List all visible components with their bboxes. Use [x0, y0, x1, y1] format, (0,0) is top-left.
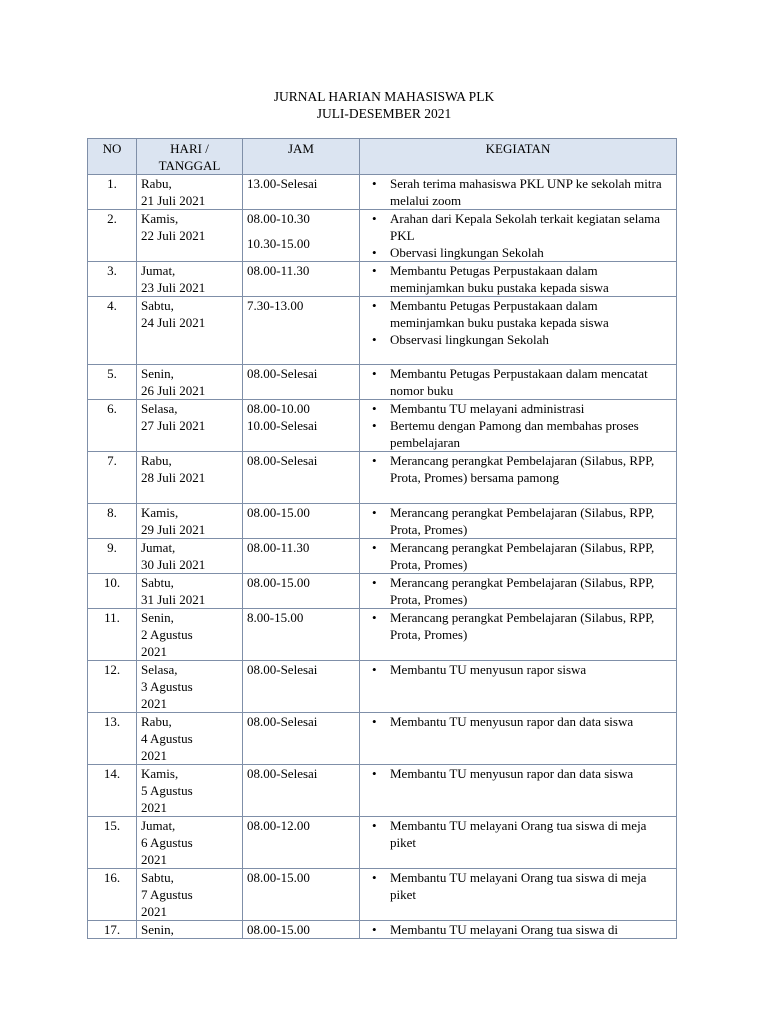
table-row	[88, 713, 677, 765]
row-jam	[243, 400, 360, 452]
document-title	[0, 88, 768, 122]
row-hari-tanggal: Rabu, 21 Juli 2021	[137, 175, 243, 210]
kegiatan-list	[364, 504, 672, 538]
kegiatan-list	[364, 175, 672, 209]
row-jam	[243, 869, 360, 921]
kegiatan-list	[364, 297, 672, 348]
row-kegiatan	[360, 817, 677, 869]
table-row	[88, 262, 677, 297]
kegiatan-list	[364, 609, 672, 643]
title-line-2: JULI-DESEMBER 2021	[316, 106, 452, 121]
row-hari-tanggal: Jumat, 6 Agustus 2021	[137, 817, 243, 869]
kegiatan-list	[364, 869, 672, 903]
kegiatan-item: • Serah terima mahasiswa PKL UNP ke sekolah mitra melalui zoom	[390, 175, 672, 209]
kegiatan-list	[364, 452, 672, 486]
jam-spacer	[247, 227, 355, 235]
row-hari-tanggal: Senin, 2 Agustus 2021	[137, 609, 243, 661]
table-row	[88, 297, 677, 365]
title-line-1: JURNAL HARIAN MAHASISWA PLK	[273, 89, 495, 104]
row-number: 9.	[88, 539, 137, 574]
table-row	[88, 504, 677, 539]
row-hari-tanggal: Sabtu, 31 Juli 2021	[137, 574, 243, 609]
jam-entry: 7.30-13.00	[247, 298, 304, 313]
row-hari-tanggal: Selasa, 27 Juli 2021	[137, 400, 243, 452]
kegiatan-list	[364, 210, 672, 261]
row-hari-tanggal: Jumat, 30 Juli 2021	[137, 539, 243, 574]
row-kegiatan	[360, 713, 677, 765]
kegiatan-item: • Membantu Petugas Perpustakaan dalam meminjamkan buku pustaka kepada siswa	[390, 262, 672, 296]
row-number: 14.	[88, 765, 137, 817]
kegiatan-item: • Membantu TU melayani administrasi	[390, 400, 672, 417]
row-hari-tanggal: Sabtu, 24 Juli 2021	[137, 297, 243, 365]
jam-entry: 08.00-Selesai	[247, 662, 318, 677]
row-kegiatan	[360, 400, 677, 452]
row-number: 10.	[88, 574, 137, 609]
kegiatan-list	[364, 539, 672, 573]
kegiatan-item: • Merancang perangkat Pembelajaran (Silabus, RPP, Prota, Promes)	[390, 539, 672, 573]
jam-entry: 10.30-15.00	[247, 236, 310, 251]
row-kegiatan	[360, 869, 677, 921]
row-number: 4.	[88, 297, 137, 365]
row-jam	[243, 504, 360, 539]
table-header-row	[88, 139, 677, 175]
kegiatan-item: • Membantu TU melayani Orang tua siswa di	[390, 921, 672, 938]
kegiatan-item: • Membantu TU melayani Orang tua siswa di meja piket	[390, 817, 672, 851]
row-kegiatan	[360, 175, 677, 210]
header-jam: JAM	[243, 139, 360, 175]
row-number: 15.	[88, 817, 137, 869]
kegiatan-item: • Membantu Petugas Perpustakaan dalam mencatat nomor buku	[390, 365, 672, 399]
jam-entry: 08.00-10.00 10.00-Selesai	[247, 401, 318, 433]
row-hari-tanggal: Kamis, 5 Agustus 2021	[137, 765, 243, 817]
row-number: 12.	[88, 661, 137, 713]
row-jam	[243, 297, 360, 365]
row-kegiatan	[360, 504, 677, 539]
kegiatan-item: • Merancang perangkat Pembelajaran (Silabus, RPP, Prota, Promes)	[390, 504, 672, 538]
row-kegiatan	[360, 262, 677, 297]
row-jam	[243, 713, 360, 765]
kegiatan-item: • Membantu Petugas Perpustakaan dalam meminjamkan buku pustaka kepada siswa	[390, 297, 672, 331]
row-jam	[243, 365, 360, 400]
jam-entry: 08.00-15.00	[247, 505, 310, 520]
row-kegiatan	[360, 574, 677, 609]
row-jam	[243, 175, 360, 210]
row-number: 16.	[88, 869, 137, 921]
kegiatan-item: • Membantu TU menyusun rapor siswa	[390, 661, 672, 678]
row-number: 6.	[88, 400, 137, 452]
row-hari-tanggal: Kamis, 22 Juli 2021	[137, 210, 243, 262]
row-hari-tanggal: Rabu, 28 Juli 2021	[137, 452, 243, 504]
row-number: 11.	[88, 609, 137, 661]
row-jam	[243, 609, 360, 661]
row-jam	[243, 262, 360, 297]
header-no: NO	[88, 139, 137, 175]
kegiatan-item: • Membantu TU menyusun rapor dan data siswa	[390, 765, 672, 782]
table-row	[88, 661, 677, 713]
kegiatan-item: • Membantu TU melayani Orang tua siswa di meja piket	[390, 869, 672, 903]
row-hari-tanggal: Kamis, 29 Juli 2021	[137, 504, 243, 539]
kegiatan-list	[364, 713, 672, 730]
kegiatan-item: • Obervasi lingkungan Sekolah	[390, 244, 672, 261]
header-kegiatan: KEGIATAN	[360, 139, 677, 175]
row-number: 2.	[88, 210, 137, 262]
jam-entry: 08.00-10.30	[247, 211, 310, 226]
row-kegiatan	[360, 452, 677, 504]
jam-entry: 08.00-Selesai	[247, 766, 318, 781]
kegiatan-list	[364, 400, 672, 451]
kegiatan-list	[364, 661, 672, 678]
row-hari-tanggal: Rabu, 4 Agustus 2021	[137, 713, 243, 765]
row-kegiatan	[360, 365, 677, 400]
row-number: 17.	[88, 921, 137, 939]
jam-entry: 13.00-Selesai	[247, 176, 318, 191]
kegiatan-list	[364, 921, 672, 938]
table-row	[88, 539, 677, 574]
journal-table	[87, 138, 677, 939]
kegiatan-list	[364, 817, 672, 851]
row-kegiatan	[360, 210, 677, 262]
table-row	[88, 609, 677, 661]
row-hari-tanggal: Senin, 26 Juli 2021	[137, 365, 243, 400]
row-kegiatan	[360, 297, 677, 365]
row-jam	[243, 210, 360, 262]
row-kegiatan	[360, 765, 677, 817]
header-hari-tanggal: HARI / TANGGAL	[137, 139, 243, 175]
table-row	[88, 921, 677, 939]
kegiatan-item: • Merancang perangkat Pembelajaran (Silabus, RPP, Prota, Promes)	[390, 609, 672, 643]
row-kegiatan	[360, 609, 677, 661]
kegiatan-list	[364, 765, 672, 782]
row-number: 1.	[88, 175, 137, 210]
kegiatan-item: • Merancang perangkat Pembelajaran (Silabus, RPP, Prota, Promes)	[390, 574, 672, 608]
row-number: 7.	[88, 452, 137, 504]
row-number: 13.	[88, 713, 137, 765]
row-jam	[243, 817, 360, 869]
table-row	[88, 365, 677, 400]
row-number: 8.	[88, 504, 137, 539]
kegiatan-list	[364, 574, 672, 608]
row-hari-tanggal: Selasa, 3 Agustus 2021	[137, 661, 243, 713]
jam-entry: 08.00-12.00	[247, 818, 310, 833]
jam-entry: 08.00-15.00	[247, 870, 310, 885]
table-row	[88, 210, 677, 262]
row-jam	[243, 765, 360, 817]
table-row	[88, 452, 677, 504]
table-row	[88, 869, 677, 921]
row-hari-tanggal: Jumat, 23 Juli 2021	[137, 262, 243, 297]
table-row	[88, 175, 677, 210]
kegiatan-item: • Observasi lingkungan Sekolah	[390, 331, 672, 348]
kegiatan-list	[364, 365, 672, 399]
table-row	[88, 574, 677, 609]
table-row	[88, 817, 677, 869]
jam-entry: 8.00-15.00	[247, 610, 304, 625]
row-hari-tanggal: Sabtu, 7 Agustus 2021	[137, 869, 243, 921]
jam-entry: 08.00-15.00	[247, 922, 310, 937]
row-jam	[243, 452, 360, 504]
kegiatan-list	[364, 262, 672, 296]
row-jam	[243, 921, 360, 939]
jam-entry: 08.00-Selesai	[247, 366, 318, 381]
table-row	[88, 765, 677, 817]
jam-entry: 08.00-Selesai	[247, 453, 318, 468]
kegiatan-item: • Arahan dari Kepala Sekolah terkait kegiatan selama PKL	[390, 210, 672, 244]
row-kegiatan	[360, 539, 677, 574]
journal-table-body	[88, 175, 677, 939]
jam-entry: 08.00-11.30	[247, 263, 310, 278]
jam-entry: 08.00-15.00	[247, 575, 310, 590]
row-jam	[243, 574, 360, 609]
table-row	[88, 400, 677, 452]
row-kegiatan	[360, 661, 677, 713]
row-jam	[243, 539, 360, 574]
jam-entry: 08.00-Selesai	[247, 714, 318, 729]
row-hari-tanggal: Senin,	[137, 921, 243, 939]
kegiatan-item: • Bertemu dengan Pamong dan membahas proses pembelajaran	[390, 417, 672, 451]
row-kegiatan	[360, 921, 677, 939]
kegiatan-item: • Merancang perangkat Pembelajaran (Silabus, RPP, Prota, Promes) bersama pamong	[390, 452, 672, 486]
row-jam	[243, 661, 360, 713]
jam-entry: 08.00-11.30	[247, 540, 310, 555]
kegiatan-item: • Membantu TU menyusun rapor dan data siswa	[390, 713, 672, 730]
row-number: 5.	[88, 365, 137, 400]
row-number: 3.	[88, 262, 137, 297]
